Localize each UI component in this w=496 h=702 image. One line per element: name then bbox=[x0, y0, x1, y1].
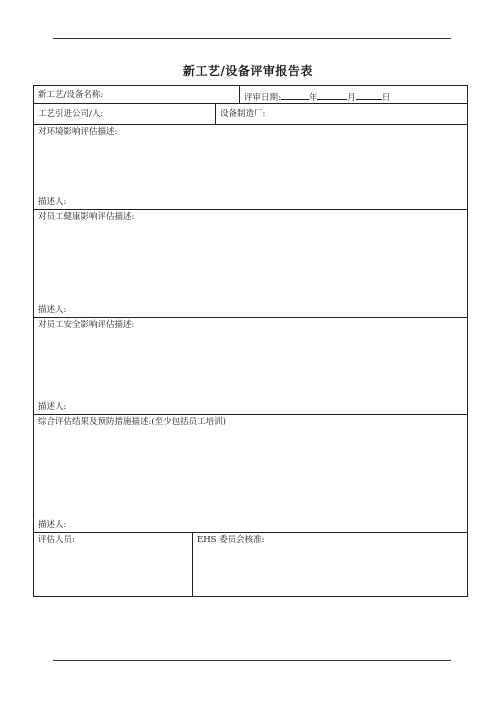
day-blank[interactable] bbox=[356, 90, 382, 100]
section-heading: 对环境影响评估描述: bbox=[38, 127, 118, 137]
environment-assessment-section[interactable] bbox=[34, 125, 467, 210]
section-heading: 对员工安全影响评估描述: bbox=[38, 320, 135, 330]
review-date-cell[interactable] bbox=[239, 86, 467, 103]
assessor-cell[interactable] bbox=[34, 533, 192, 596]
overall-assessment-section[interactable] bbox=[34, 415, 467, 533]
row-assessor-ehs bbox=[34, 533, 467, 596]
describer-label: 描述人: bbox=[38, 520, 67, 530]
header-rule bbox=[53, 38, 451, 39]
row-name-date bbox=[34, 86, 467, 104]
describer-label: 描述人: bbox=[38, 305, 67, 315]
year-label: 年 bbox=[308, 93, 318, 103]
month-blank[interactable] bbox=[317, 90, 347, 100]
review-date-field bbox=[244, 90, 390, 103]
footer-rule bbox=[53, 660, 451, 661]
form-title: 新工艺/设备评审报告表 bbox=[183, 64, 313, 78]
section-heading: 对员工健康影响评估描述: bbox=[38, 212, 135, 222]
assessor-label: 评估人员: bbox=[38, 535, 75, 545]
health-assessment-section[interactable] bbox=[34, 210, 467, 318]
year-blank[interactable] bbox=[281, 90, 309, 100]
day-label: 日 bbox=[381, 93, 391, 103]
equipment-name-cell[interactable] bbox=[34, 86, 239, 103]
safety-assessment-section[interactable] bbox=[34, 318, 467, 415]
ehs-approval-cell[interactable] bbox=[192, 533, 467, 596]
describer-label: 描述人: bbox=[38, 197, 67, 207]
review-date-label: 评审日期: bbox=[244, 93, 281, 103]
equipment-name-label: 新工艺/设备名称: bbox=[38, 90, 104, 100]
introducer-cell[interactable] bbox=[34, 104, 215, 124]
manufacturer-label: 设备制造厂: bbox=[220, 109, 266, 119]
ehs-approval-label: EHS 委员会核准: bbox=[197, 535, 265, 545]
month-label: 月 bbox=[347, 93, 356, 103]
manufacturer-cell[interactable] bbox=[215, 104, 467, 124]
describer-label: 描述人: bbox=[38, 402, 67, 412]
introducer-label: 工艺引进公司/人: bbox=[38, 109, 104, 119]
section-heading: 综合评估结果及预防措施描述:(至少包括员工培训) bbox=[38, 417, 226, 427]
row-introducer-manufacturer bbox=[34, 104, 467, 125]
review-form-table bbox=[33, 85, 468, 597]
